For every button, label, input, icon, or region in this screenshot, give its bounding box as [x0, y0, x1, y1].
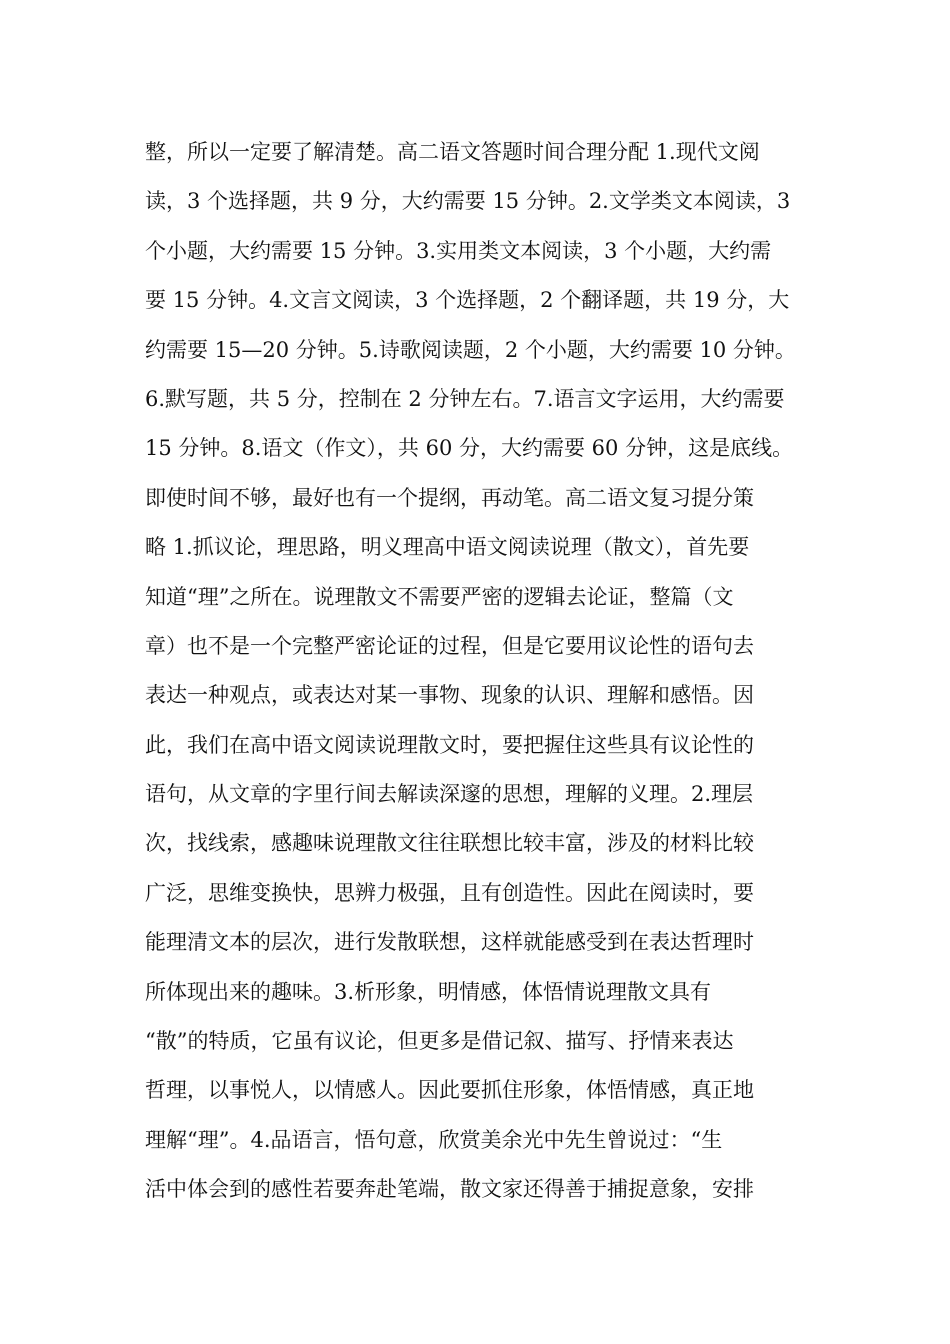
- text-line: 能理清文本的层次，进行发散联想，这样就能感受到在表达哲理时: [145, 930, 754, 955]
- text-line: 略 1.抓议论，理思路，明义理高中语文阅读说理（散文），首先要: [145, 535, 750, 560]
- text-line: 要 15 分钟。4.文言文阅读，3 个选择题，2 个翻译题，共 19 分，大: [145, 288, 790, 313]
- text-line: 哲理，以事悦人，以情感人。因此要抓住形象，体悟情感，真正地: [145, 1078, 754, 1103]
- text-line: 知道“理”之所在。说理散文不需要严密的逻辑去论证，整篇（文: [145, 584, 734, 609]
- text-line: 理解“理”。4.品语言，悟句意，欣赏美余光中先生曾说过：“生: [145, 1127, 723, 1152]
- text-line: 即使时间不够，最好也有一个提纲，再动笔。高二语文复习提分策: [145, 485, 754, 510]
- text-line: 活中体会到的感性若要奔赴笔端，散文家还得善于捕捉意象，安排: [145, 1177, 754, 1202]
- text-line: 整，所以一定要了解清楚。高二语文答题时间合理分配 1.现代文阅: [145, 140, 760, 164]
- text-line: 表达一种观点，或表达对某一事物、现象的认识、理解和感悟。因: [145, 683, 754, 708]
- text-line: 语句，从文章的字里行间去解读深邃的思想，理解的义理。2.理层: [145, 782, 754, 807]
- text-line: 15 分钟。8.语文（作文），共 60 分，大约需要 60 分钟，这是底线。: [145, 436, 794, 461]
- text-line: 此，我们在高中语文阅读说理散文时，要把握住这些具有议论性的: [145, 732, 754, 757]
- text-line: “散”的特质，它虽有议论，但更多是借记叙、描写、抒情来表达: [145, 1029, 734, 1054]
- text-line: 约需要 15—20 分钟。5.诗歌阅读题，2 个小题，大约需要 10 分钟。: [145, 337, 796, 362]
- text-line: 次，找线索，感趣味说理散文往往联想比较丰富，涉及的材料比较: [145, 831, 754, 856]
- text-line: 读，3 个选择题，共 9 分，大约需要 15 分钟。2.文学类文本阅读，3: [145, 189, 791, 214]
- text-line: 章）也不是一个完整严密论证的过程，但是它要用议论性的语句去: [145, 633, 754, 658]
- text-line: 6.默写题，共 5 分，控制在 2 分钟左右。7.语言文字运用，大约需要: [145, 386, 785, 411]
- text-line: 个小题，大约需要 15 分钟。3.实用类文本阅读，3 个小题，大约需: [145, 238, 772, 263]
- document-body: [145, 128, 805, 1215]
- text-line: 广泛，思维变换快，思辨力极强，且有创造性。因此在阅读时，要: [145, 880, 754, 905]
- text-line: 所体现出来的趣味。3.析形象，明情感，体悟情说理散文具有: [145, 979, 712, 1004]
